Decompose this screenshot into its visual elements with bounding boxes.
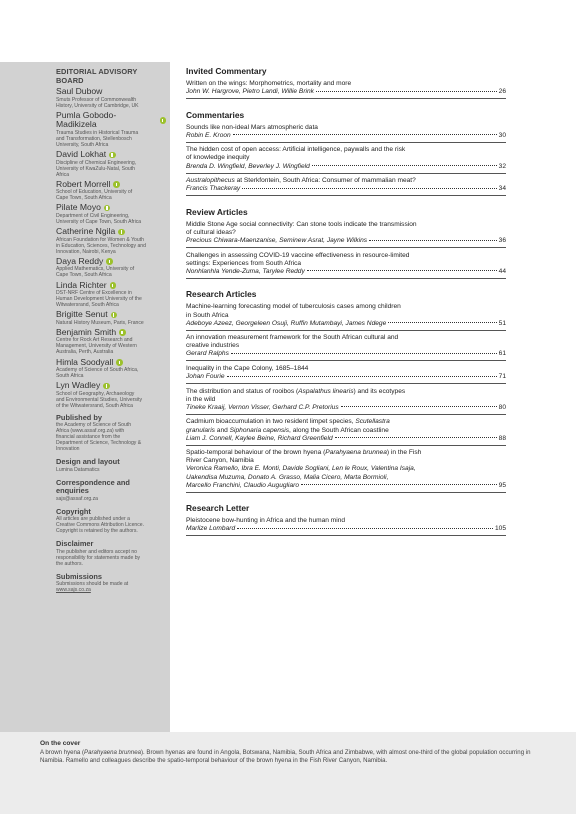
- board-member: [56, 150, 166, 178]
- board-member-name: Pilate Moyo: [56, 202, 101, 213]
- entry-title: [186, 449, 506, 457]
- title-fragment: A brown hyena (: [40, 749, 85, 756]
- title-fragment: ) and its ecotypes: [353, 387, 406, 395]
- correspondence-text: sajs@assaf.org.za: [56, 495, 98, 502]
- board-member-affiliation: Centre for Rock Art Research and: [56, 337, 133, 344]
- entry-divider: [186, 492, 506, 493]
- board-member-affiliation: School of Geography, Archaeology: [56, 390, 135, 397]
- board-member-affiliation: Cape Town, South Africa: [56, 195, 112, 202]
- entry-title-continued: [186, 427, 506, 435]
- entry-title: [186, 303, 506, 311]
- entry-author-line: [186, 525, 506, 533]
- board-member-affiliation: Discipline of Chemical Engineering,: [56, 159, 137, 166]
- orcid-icon[interactable]: [104, 205, 111, 212]
- entry-title: [186, 80, 506, 88]
- toc-section: [186, 66, 506, 99]
- toc-entry[interactable]: [186, 449, 506, 492]
- leader-dots: [231, 353, 497, 354]
- board-member-affiliation: in Education, Sciences, Technology and: [56, 242, 146, 249]
- page-number: 51: [498, 319, 506, 327]
- board-member-affiliation: School of Education, University of: [56, 189, 133, 196]
- board-member-name: Lyn Wadley: [56, 380, 101, 391]
- board-member-affiliation: Africa: [56, 171, 70, 178]
- entry-authors: Liam J. Connell, Kaylee Beine, Richard Greenfield: [186, 434, 333, 442]
- entry-author-line: [186, 482, 506, 490]
- entry-divider: [186, 360, 506, 361]
- title-fragment: Challenges in assessing COVID-19 vaccine effectiveness in resource-limited: [186, 251, 410, 259]
- entry-author-line: [186, 373, 506, 381]
- orcid-icon[interactable]: [113, 181, 120, 188]
- board-member-name: Brigitte Senut: [56, 309, 108, 320]
- entry-author-line: [186, 404, 506, 412]
- design-layout: [56, 458, 166, 473]
- title-fragment: Australopithecus: [186, 177, 235, 185]
- board-member-name: David Lokhat: [56, 149, 107, 160]
- entry-title: [186, 252, 506, 260]
- entry-divider: [186, 535, 506, 536]
- toc-entry[interactable]: [186, 303, 506, 330]
- board-member-name-row: [56, 111, 166, 130]
- board-member: [56, 180, 166, 202]
- published-by-text: Department of Science, Technology &: [56, 440, 142, 447]
- page-number: 105: [494, 525, 506, 533]
- orcid-icon[interactable]: [106, 258, 113, 265]
- toc-section: [186, 110, 506, 196]
- orcid-icon[interactable]: [116, 359, 123, 366]
- leader-dots: [312, 165, 497, 166]
- board-member-name-row: [56, 203, 166, 213]
- correspondence: [56, 479, 166, 502]
- board-member: [56, 328, 166, 356]
- entry-title-continued: in the wild: [186, 395, 216, 403]
- entry-title-continued: in South Africa: [186, 311, 229, 319]
- title-fragment: granularis: [186, 426, 215, 434]
- submissions-title: Submissions: [56, 571, 102, 581]
- orcid-icon[interactable]: [118, 229, 125, 236]
- board-members-list: [56, 87, 166, 409]
- copyright: [56, 508, 166, 535]
- orcid-icon[interactable]: [111, 312, 118, 319]
- board-member-name: Himla Soodyall: [56, 356, 114, 367]
- disclaimer-text: responsibility for statements made by: [56, 554, 141, 561]
- disclaimer-text: The publisher and editors accept no: [56, 548, 137, 555]
- editorial-heading-line: EDITORIAL ADVISORY: [56, 67, 138, 76]
- section-title: Review Articles: [186, 206, 248, 217]
- board-member-affiliation: Management, University of Western: [56, 343, 137, 350]
- entry-authors: Adeboye Azeez, Georgeleen Osuji, Ruffin Mutambayi, James Ndege: [186, 319, 387, 327]
- editorial-board-heading: [56, 68, 166, 85]
- published-by-text: financial assistance from the: [56, 434, 121, 441]
- toc-entry[interactable]: [186, 124, 506, 143]
- submissions: [56, 573, 166, 594]
- board-member-affiliation: Applied Mathematics, University of: [56, 266, 135, 273]
- orcid-icon[interactable]: [160, 117, 166, 124]
- entry-authors: Francis Thackeray: [186, 185, 241, 193]
- entry-title: [186, 124, 506, 132]
- entry-divider: [186, 247, 506, 248]
- page-number: 44: [498, 267, 506, 275]
- leader-dots: [388, 322, 496, 323]
- title-fragment: Siphonaria capensis: [229, 426, 290, 434]
- leader-dots: [233, 134, 497, 135]
- published-by: [56, 414, 166, 453]
- leader-dots: [341, 406, 497, 407]
- board-member-affiliation: University of KwaZulu-Natal, South: [56, 165, 135, 172]
- entry-divider: [186, 98, 506, 99]
- entry-title: [186, 146, 506, 154]
- entry-authors: Brenda D. Wingfield, Beverley J. Wingfield: [186, 162, 310, 170]
- board-member: [56, 203, 166, 225]
- entry-author-line: [186, 132, 506, 140]
- entry-title: [186, 221, 506, 229]
- board-member-affiliation: History, University of Cambridge, UK: [56, 102, 139, 109]
- disclaimer-text: the authors.: [56, 560, 83, 567]
- leader-dots: [301, 484, 497, 485]
- board-member-name: Catherine Ngila: [56, 226, 116, 237]
- title-fragment: Middle Stone Age social connectivity: Can stone tools indicate the transmission: [186, 220, 417, 228]
- entry-divider: [186, 383, 506, 384]
- title-fragment: Spatio-temporal behaviour of the brown hyena (: [186, 449, 326, 457]
- entry-author-line: [186, 268, 506, 276]
- entry-divider: [186, 278, 506, 279]
- disclaimer-title: Disclaimer: [56, 539, 94, 549]
- toc-entry[interactable]: [186, 334, 506, 361]
- board-member-affiliation: Trauma Studies in Historical Trauma: [56, 129, 139, 136]
- board-member: [56, 358, 166, 380]
- entry-title: [186, 177, 506, 185]
- page-number: 26: [498, 88, 506, 96]
- board-member-name: Daya Reddy: [56, 255, 104, 266]
- published-by-text: the Academy of Science of South: [56, 422, 132, 429]
- page-number: 80: [498, 403, 506, 411]
- page-number: 95: [498, 481, 506, 489]
- leader-dots: [369, 240, 497, 241]
- entry-divider: [186, 142, 506, 143]
- submissions-text: Submissions should be made at: [56, 581, 129, 588]
- toc-entry[interactable]: [186, 221, 506, 248]
- board-member: [56, 310, 166, 326]
- entry-authors: Veronica Ramello, Ibra E. Monti, Davide Sogliani, Len le Roux, Valentina Isaja,: [186, 465, 416, 473]
- board-member-name-row: [56, 358, 166, 368]
- editorial-heading-line: BOARD: [56, 75, 84, 85]
- board-member-name: Pumla Gobodo-Madikizela: [56, 109, 117, 130]
- entry-author-line: [186, 320, 506, 328]
- title-fragment: Written on the wings: Morphometrics, mortality and more: [186, 80, 352, 87]
- orcid-icon[interactable]: [103, 383, 110, 390]
- title-fragment: Pleistocene bow-hunting in Africa and the human mind: [186, 517, 346, 525]
- board-member-affiliation: Cape Town, South Africa: [56, 272, 112, 279]
- correspondence-title: enquiries: [56, 486, 89, 496]
- entry-title-continued: creative industries: [186, 342, 240, 350]
- board-member-name: Saul Dubow: [56, 86, 103, 97]
- cover-note: [40, 740, 540, 766]
- entry-authors: Precious Chiwara-Maenzanise, Seminew Asrat, Jayne Wilkins: [186, 237, 368, 245]
- entry-title: [186, 334, 506, 342]
- cover-note-text: [40, 749, 540, 766]
- board-member: [56, 281, 166, 309]
- board-member-affiliation: University of Cape Town, South Africa: [56, 218, 142, 225]
- entry-title: [186, 517, 506, 525]
- entry-author-line: [186, 435, 506, 443]
- title-fragment: ). Brown hyenas are found in Angola, Botswana, Namibia, South Africa and Zimbabwe, with almost one-third of the global population occurring in Namibia. Ramello and colleagues describe the spatio-temporal behaviour of the brown hyena in the Fish River Canyon, Namibia.: [40, 749, 531, 765]
- copyright-text: Creative Commons Attribution Licence.: [56, 522, 145, 529]
- title-fragment: The hidden cost of open access: Artificial intelligence, paywalls and the risk: [186, 146, 406, 154]
- page-number: 32: [498, 162, 506, 170]
- page-number: 34: [498, 185, 506, 193]
- toc-section: [186, 503, 506, 536]
- entry-title-continued: of cultural ideas?: [186, 228, 236, 236]
- board-member: [56, 227, 166, 255]
- board-member-affiliation: and Transformation, Stellenbosch: [56, 135, 132, 142]
- section-title: Research Letter: [186, 503, 250, 514]
- editorial-sidebar: [56, 68, 166, 593]
- board-member-affiliation: South Africa: [56, 373, 84, 380]
- title-fragment: Scutellastra: [355, 418, 390, 426]
- board-member-affiliation: Natural History Museum, Paris, France: [56, 319, 144, 326]
- entry-divider: [186, 445, 506, 446]
- entry-title-continued: River Canyon, Namibia: [186, 457, 254, 465]
- board-member-affiliation: University, South Africa: [56, 141, 109, 148]
- entry-authors: John W. Hargrove, Pietro Landi, Willie Brink: [186, 88, 314, 96]
- entry-author-line: [186, 163, 506, 171]
- toc-entry[interactable]: [186, 365, 506, 384]
- entry-author-line: [186, 237, 506, 245]
- leader-dots: [307, 270, 497, 271]
- copyright-text: Copyright is retained by the authors.: [56, 528, 138, 535]
- board-member-name-row: [56, 328, 166, 338]
- title-fragment: Parahyaena brunnea: [84, 749, 141, 756]
- entry-divider: [186, 173, 506, 174]
- title-fragment: Sounds like non-ideal Mars atmospheric data: [186, 123, 318, 131]
- board-member-name-row: [56, 257, 166, 267]
- leader-dots: [237, 528, 493, 529]
- entry-divider: [186, 330, 506, 331]
- published-by-text: Innovation: [56, 446, 80, 453]
- section-title: Commentaries: [186, 109, 245, 120]
- title-fragment: Inequality in the Cape Colony, 1685–1844: [186, 364, 309, 372]
- copyright-text: All articles are published under a: [56, 516, 130, 523]
- board-member-affiliation: Innovation, Nairobi, Kenya: [56, 248, 116, 255]
- board-member-affiliation: of the Witwatersrand, South Africa: [56, 402, 134, 409]
- board-member-name-row: [56, 381, 166, 391]
- title-fragment: and: [214, 426, 230, 434]
- leader-dots: [316, 91, 497, 92]
- table-of-contents: [186, 66, 506, 536]
- section-title: Invited Commentary: [186, 66, 267, 76]
- board-member-affiliation: Smuts Professor of Commonwealth: [56, 96, 137, 103]
- title-fragment: ) in the Fish: [386, 449, 422, 457]
- cover-note-title: On the cover: [40, 740, 81, 747]
- section-title: Research Articles: [186, 289, 257, 300]
- entry-author-line: [186, 88, 506, 96]
- publication-info: [56, 414, 166, 594]
- entry-authors: Marlize Lombard: [186, 525, 236, 533]
- disclaimer: [56, 540, 166, 567]
- board-member-name: Robert Morrell: [56, 178, 111, 189]
- board-member-name-row: [56, 281, 166, 291]
- toc-entry[interactable]: [186, 80, 506, 99]
- board-member: [56, 381, 166, 409]
- board-member-affiliation: Department of Civil Engineering,: [56, 212, 130, 219]
- entry-divider: [186, 195, 506, 196]
- entry-authors: Marcello Franchini, Claudio Augugliaro: [186, 481, 300, 489]
- entry-author-line: [186, 185, 506, 193]
- title-fragment: An innovation measurement framework for the South African cultural and: [186, 334, 399, 342]
- orcid-icon[interactable]: [109, 152, 116, 159]
- entry-authors: Johan Fourie: [186, 373, 225, 381]
- page-number: 30: [498, 131, 506, 139]
- leader-dots: [227, 376, 497, 377]
- toc-entry[interactable]: [186, 177, 506, 196]
- entry-authors: Robin E. Kroon: [186, 131, 231, 139]
- toc-entry[interactable]: [186, 388, 506, 415]
- entry-title-continued: of knowledge inequity: [186, 154, 250, 162]
- page-number: 61: [498, 350, 506, 358]
- published-by-text: Africa (www.assaf.org.za) with: [56, 428, 125, 435]
- board-member-affiliation: Human Development University of the: [56, 296, 142, 302]
- board-member-name-row: [56, 87, 166, 97]
- design-layout-title: Design and layout: [56, 457, 120, 467]
- published-by-title: Published by: [56, 412, 102, 422]
- board-member-affiliation: African Foundation for Women & Youth: [56, 236, 144, 243]
- board-member-affiliation: Academy of Science of South Africa,: [56, 367, 139, 374]
- title-fragment: The distribution and status of rooibos (: [186, 387, 299, 395]
- board-member-name-row: [56, 180, 166, 190]
- board-member-affiliation: Australia, Perth, Australia: [56, 349, 114, 356]
- design-layout-text: Lumina Datamatics: [56, 466, 100, 473]
- toc-entry[interactable]: [186, 418, 506, 445]
- title-fragment: Parahyaena brunnea: [325, 449, 387, 457]
- title-fragment: at Sterkfontein, South Africa: Consumer of mammalian meat?: [234, 177, 416, 185]
- page-number: 71: [498, 373, 506, 381]
- entry-title: [186, 388, 506, 396]
- board-member-name: Linda Richter: [56, 279, 107, 290]
- leader-dots: [242, 188, 496, 189]
- board-member-affiliation: Witwatersrand, South Africa: [56, 302, 119, 308]
- entry-title-continued: settings: Experiences from South Africa: [186, 259, 302, 267]
- toc-entry[interactable]: [186, 146, 506, 173]
- correspondence-title: Correspondence and: [56, 477, 130, 487]
- entry-title: [186, 418, 506, 426]
- board-member-name-row: [56, 150, 166, 160]
- entry-authors: Tineke Kraaij, Vernon Visser, Gerhard C.P. Pretorius: [186, 403, 339, 411]
- board-member-name: Benjamin Smith: [56, 326, 117, 337]
- page-number: 88: [498, 434, 506, 442]
- entry-authors: Gerard Ralphs: [186, 350, 229, 358]
- page-number: 36: [498, 237, 506, 245]
- toc-section: [186, 207, 506, 279]
- board-member: [56, 257, 166, 279]
- board-member-affiliation: DST-NRF Centre of Excellence in: [56, 290, 132, 296]
- entry-authors: Nonhlanhla Yende-Zuma, Tarylee Reddy: [186, 267, 305, 275]
- board-member-name-row: [56, 310, 166, 320]
- board-member-affiliation: and Environmental Studies, University: [56, 396, 143, 403]
- title-fragment: , along the South African coastline: [289, 426, 389, 434]
- title-fragment: Machine-learning forecasting model of tuberculosis cases among children: [186, 303, 401, 311]
- leader-dots: [335, 437, 497, 438]
- toc-section: [186, 289, 506, 492]
- board-member: [56, 111, 166, 148]
- entry-authors: Uakendisa Muzuma, Donato A. Grasso, Malia Cicero, Marta Bormioli,: [186, 473, 389, 481]
- orcid-icon[interactable]: [110, 282, 117, 289]
- title-fragment: Cadmium bioaccumulation in two resident limpet species,: [186, 418, 356, 426]
- title-fragment: Aspalathus linearis: [298, 387, 354, 395]
- entry-author-line: [186, 350, 506, 358]
- entry-divider: [186, 414, 506, 415]
- orcid-icon[interactable]: [119, 329, 126, 336]
- toc-entry[interactable]: [186, 252, 506, 279]
- board-member: [56, 87, 166, 109]
- submissions-link[interactable]: www.sajs.co.za: [56, 587, 91, 594]
- entry-title: [186, 365, 506, 373]
- copyright-title: Copyright: [56, 506, 91, 516]
- toc-entry[interactable]: [186, 517, 506, 536]
- board-member-name-row: [56, 227, 166, 237]
